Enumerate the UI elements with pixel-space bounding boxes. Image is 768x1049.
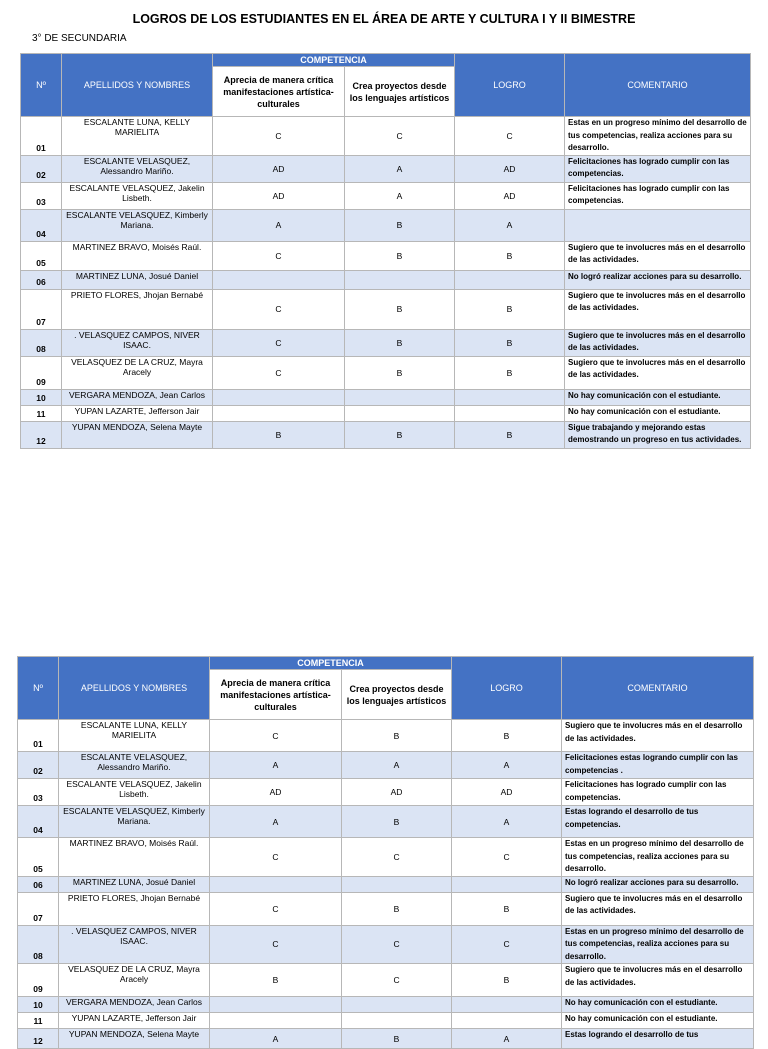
comment-text: Sugiero que te involucres más en el desarrollo de las actividades. [565, 356, 751, 389]
student-name: YUPAN LAZARTE, Jefferson Jair [59, 1013, 210, 1029]
grade-competency-appreciate: A [210, 752, 342, 779]
comment-text: Felicitaciones has logrado cumplir con las competencias. [565, 155, 751, 182]
student-name: ESCALANTE VELASQUEZ, Kimberly Mariana. [62, 209, 213, 241]
grade-logro [455, 270, 565, 289]
grade-competency-create: C [342, 925, 452, 964]
grade-logro: B [455, 329, 565, 356]
grade-logro [455, 389, 565, 405]
grade-logro: C [452, 838, 562, 877]
student-name: MARTINEZ BRAVO, Moisés Raúl. [62, 241, 213, 270]
grade-competency-appreciate: C [213, 356, 345, 389]
comment-text: No logró realizar acciones para su desarrollo. [565, 270, 751, 289]
header-logro: LOGRO [455, 54, 565, 117]
grade-competency-create: C [345, 117, 455, 156]
student-number: 04 [21, 209, 62, 241]
grade-competency-create: A [345, 182, 455, 209]
grade-competency-create: B [345, 209, 455, 241]
student-number: 01 [21, 117, 62, 156]
grade-competency-appreciate: A [210, 806, 342, 838]
comment-text: Estas en un progreso mínimo del desarrollo de tus competencias, realiza acciones para su desarrollo. [565, 117, 751, 156]
grades-table-second-period [17, 656, 754, 1049]
student-number: 06 [21, 270, 62, 289]
comment-text: Estas en un progreso mínimo del desarrollo de tus competencias, realiza acciones para su desarrollo. [562, 838, 754, 877]
comment-text: No hay comunicación con el estudiante. [565, 405, 751, 421]
student-name: PRIETO FLORES, Jhojan Bernabé [62, 289, 213, 329]
grade-competency-create: B [342, 720, 452, 752]
document-title: LOGROS DE LOS ESTUDIANTES EN EL ÁREA DE ARTE Y CULTURA I Y II BIMESTRE [132, 12, 636, 26]
comment-text [565, 209, 751, 241]
header-logro: LOGRO [452, 657, 562, 720]
table-row [18, 1029, 754, 1049]
student-number: 11 [21, 405, 62, 421]
grade-competency-create: B [345, 421, 455, 448]
student-number: 11 [18, 1013, 59, 1029]
grade-competency-appreciate [213, 270, 345, 289]
grade-competency-appreciate [210, 997, 342, 1013]
grade-competency-create: B [342, 892, 452, 925]
table-row [21, 405, 751, 421]
grade-competency-appreciate: C [210, 838, 342, 877]
student-name: ESCALANTE LUNA, KELLY MARIELITA [62, 117, 213, 156]
student-name: ESCALANTE VELASQUEZ, Jakelin Lisbeth. [62, 182, 213, 209]
student-name: YUPAN MENDOZA, Selena Mayte [59, 1029, 210, 1049]
comment-text: Sugiero que te involucres más en el desarrollo de las actividades. [565, 241, 751, 270]
student-name: ESCALANTE VELASQUEZ, Kimberly Mariana. [59, 806, 210, 838]
grade-logro: B [452, 892, 562, 925]
grade-logro: A [452, 752, 562, 779]
student-name: YUPAN LAZARTE, Jefferson Jair [62, 405, 213, 421]
header-competencia: COMPETENCIA [210, 657, 452, 670]
grade-competency-create: C [342, 964, 452, 997]
student-name: YUPAN MENDOZA, Selena Mayte [62, 421, 213, 448]
student-number: 03 [21, 182, 62, 209]
grade-competency-create: AD [342, 779, 452, 806]
comment-text: No hay comunicación con el estudiante. [562, 1013, 754, 1029]
header-name: APELLIDOS Y NOMBRES [62, 54, 213, 117]
grade-logro [452, 997, 562, 1013]
grade-competency-create: B [342, 1029, 452, 1049]
grade-logro: B [455, 241, 565, 270]
grade-logro: B [455, 421, 565, 448]
grade-competency-create: B [342, 806, 452, 838]
student-number: 03 [18, 779, 59, 806]
table-row [18, 779, 754, 806]
grade-logro [452, 876, 562, 892]
table-row [18, 1013, 754, 1029]
table-row [18, 997, 754, 1013]
header-competency-appreciate: Aprecia de manera crítica manifestaciones artística-culturales [210, 670, 342, 720]
grade-competency-appreciate: AD [213, 155, 345, 182]
table-row [18, 838, 754, 877]
table-row [18, 752, 754, 779]
header-comentario: COMENTARIO [565, 54, 751, 117]
student-name: MARTINEZ LUNA, Josué Daniel [59, 876, 210, 892]
grade-logro: A [455, 209, 565, 241]
grade-competency-appreciate: C [213, 289, 345, 329]
grade-competency-appreciate: C [213, 329, 345, 356]
table-row [21, 182, 751, 209]
grade-competency-create: A [342, 752, 452, 779]
student-number: 12 [21, 421, 62, 448]
comment-text: Sugiero que te involucres más en el desarrollo de las actividades. [562, 892, 754, 925]
table-row [21, 209, 751, 241]
comment-text: Felicitaciones estas logrando cumplir con las competencias . [562, 752, 754, 779]
student-name: ESCALANTE VELASQUEZ, Jakelin Lisbeth. [59, 779, 210, 806]
student-number: 04 [18, 806, 59, 838]
table-row [21, 155, 751, 182]
table-row [18, 892, 754, 925]
student-number: 12 [18, 1029, 59, 1049]
student-name: ESCALANTE LUNA, KELLY MARIELITA [59, 720, 210, 752]
table-row [21, 270, 751, 289]
grade-logro [452, 1013, 562, 1029]
grade-competency-create: C [342, 838, 452, 877]
student-number: 08 [18, 925, 59, 964]
student-name: ESCALANTE VELASQUEZ, Alessandro Mariño. [59, 752, 210, 779]
student-name: MARTINEZ BRAVO, Moisés Raúl. [59, 838, 210, 877]
table-row [18, 806, 754, 838]
grade-competency-create [342, 1013, 452, 1029]
comment-text: Felicitaciones has logrado cumplir con las competencias. [565, 182, 751, 209]
table-row [21, 289, 751, 329]
comment-text: Estas logrando el desarrollo de tus competencias. [562, 806, 754, 838]
grades-table-first-period [20, 53, 751, 449]
student-number: 09 [21, 356, 62, 389]
student-number: 10 [18, 997, 59, 1013]
header-competency-create: Crea proyectos desde los lenguajes artísticos [342, 670, 452, 720]
grade-competency-appreciate [213, 405, 345, 421]
grade-logro: B [455, 356, 565, 389]
comment-text: Sugiero que te involucres más en el desarrollo de las actividades. [565, 329, 751, 356]
table-row [21, 421, 751, 448]
grade-competency-appreciate: C [210, 925, 342, 964]
table-row [21, 329, 751, 356]
grade-logro: AD [452, 779, 562, 806]
grade-competency-appreciate: B [210, 964, 342, 997]
student-name: . VELASQUEZ CAMPOS, NIVER ISAAC. [62, 329, 213, 356]
student-number: 08 [21, 329, 62, 356]
header-competency-appreciate: Aprecia de manera crítica manifestaciones artística-culturales [213, 67, 345, 117]
grade-competency-appreciate: B [213, 421, 345, 448]
grade-competency-create [345, 405, 455, 421]
grade-competency-appreciate: AD [213, 182, 345, 209]
table-row [21, 241, 751, 270]
student-name: PRIETO FLORES, Jhojan Bernabé [59, 892, 210, 925]
student-number: 09 [18, 964, 59, 997]
grade-logro: C [455, 117, 565, 156]
grade-competency-create [342, 997, 452, 1013]
grade-logro: C [452, 925, 562, 964]
grade-competency-appreciate [210, 876, 342, 892]
student-name: VELASQUEZ DE LA CRUZ, Mayra Aracely [62, 356, 213, 389]
comment-text: Felicitaciones has logrado cumplir con las competencias. [562, 779, 754, 806]
comment-text: No hay comunicación con el estudiante. [565, 389, 751, 405]
grade-competency-appreciate [210, 1013, 342, 1029]
student-name: ESCALANTE VELASQUEZ, Alessandro Mariño. [62, 155, 213, 182]
grade-competency-appreciate: C [213, 241, 345, 270]
comment-text: No hay comunicación con el estudiante. [562, 997, 754, 1013]
header-comentario: COMENTARIO [562, 657, 754, 720]
student-number: 05 [21, 241, 62, 270]
student-name: MARTINEZ LUNA, Josué Daniel [62, 270, 213, 289]
grade-competency-create: B [345, 356, 455, 389]
grade-competency-appreciate: AD [210, 779, 342, 806]
table-row [18, 720, 754, 752]
header-competencia: COMPETENCIA [213, 54, 455, 67]
grade-competency-appreciate: A [213, 209, 345, 241]
grade-level-label: 3° DE SECUNDARIA [32, 33, 127, 44]
grade-competency-create: B [345, 289, 455, 329]
student-name: . VELASQUEZ CAMPOS, NIVER ISAAC. [59, 925, 210, 964]
grade-competency-create [342, 876, 452, 892]
grade-competency-appreciate: C [213, 117, 345, 156]
student-name: VERGARA MENDOZA, Jean Carlos [62, 389, 213, 405]
student-number: 01 [18, 720, 59, 752]
grade-competency-create: B [345, 329, 455, 356]
grade-competency-create [345, 270, 455, 289]
header-competency-create: Crea proyectos desde los lenguajes artísticos [345, 67, 455, 117]
student-number: 07 [21, 289, 62, 329]
grade-logro [455, 405, 565, 421]
header-number: Nº [18, 657, 59, 720]
student-number: 06 [18, 876, 59, 892]
student-number: 02 [18, 752, 59, 779]
student-name: VELASQUEZ DE LA CRUZ, Mayra Aracely [59, 964, 210, 997]
grade-logro: AD [455, 155, 565, 182]
grade-logro: B [452, 720, 562, 752]
comment-text: Sugiero que te involucres más en el desarrollo de las actividades. [562, 964, 754, 997]
student-number: 07 [18, 892, 59, 925]
grade-logro: AD [455, 182, 565, 209]
comment-text: Sugiero que te involucres más en el desarrollo de las actividades. [565, 289, 751, 329]
header-number: Nº [21, 54, 62, 117]
grade-competency-appreciate: C [210, 720, 342, 752]
table-row [18, 964, 754, 997]
student-number: 02 [21, 155, 62, 182]
grade-competency-create: B [345, 241, 455, 270]
comment-text: Estas en un progreso mínimo del desarrollo de tus competencias, realiza acciones para su desarrollo. [562, 925, 754, 964]
grade-logro: B [452, 964, 562, 997]
grade-competency-appreciate [213, 389, 345, 405]
comment-text: Sugiero que te involucres más en el desarrollo de las actividades. [562, 720, 754, 752]
grade-logro: A [452, 1029, 562, 1049]
header-name: APELLIDOS Y NOMBRES [59, 657, 210, 720]
grade-competency-appreciate: A [210, 1029, 342, 1049]
comment-text: No logró realizar acciones para su desarrollo. [562, 876, 754, 892]
table-row [21, 117, 751, 156]
student-number: 10 [21, 389, 62, 405]
table-row [18, 925, 754, 964]
grade-logro: B [455, 289, 565, 329]
comment-text: Sigue trabajando y mejorando estas demostrando un progreso en tus actividades. [565, 421, 751, 448]
grade-logro: A [452, 806, 562, 838]
grade-competency-create: A [345, 155, 455, 182]
grade-competency-create [345, 389, 455, 405]
student-name: VERGARA MENDOZA, Jean Carlos [59, 997, 210, 1013]
student-number: 05 [18, 838, 59, 877]
grade-competency-appreciate: C [210, 892, 342, 925]
table-row [21, 356, 751, 389]
comment-text: Estas logrando el desarrollo de tus [562, 1029, 754, 1049]
table-row [21, 389, 751, 405]
table-row [18, 876, 754, 892]
